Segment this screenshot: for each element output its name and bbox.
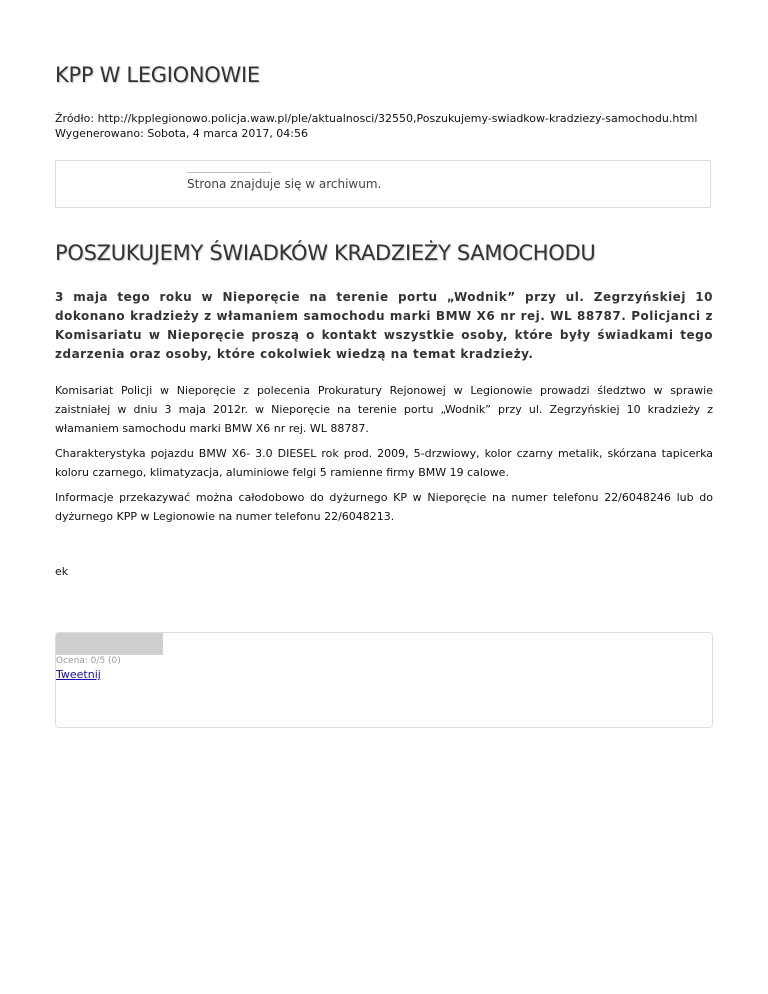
author-signature: ek xyxy=(55,565,69,578)
source-line: Źródło: http://kpplegionowo.policja.waw.pl/ple/aktualnosci/32550,Poszukujemy-swiadkow-kradziezy-samochodu.html xyxy=(55,112,698,125)
archive-divider xyxy=(187,172,271,173)
article-paragraph: Informacje przekazywać można całodobowo do dyżurnego KP w Nieporęcie na numer telefonu 22/6048246 lub do dyżurnego KPP w Legionowie na numer telefonu 22/6048213. xyxy=(55,491,713,523)
article-title: POSZUKUJEMY ŚWIADKÓW KRADZIEŻY SAMOCHODU xyxy=(55,241,596,265)
rating-text: Ocena: 0/5 (0) xyxy=(56,656,121,666)
article-paragraph: Komisariat Policji w Nieporęcie z polecenia Prokuratury Rejonowej w Legionowie prowadzi śledztwo w sprawie zaistniałej w dniu 3 maja 2012r. w Nieporęcie na terenie portu „Wodnik” przy ul. Zegrzyńskiej 10 kradzieży z włamaniem samochodu marki BMW X6 nr rej. WL 88787. xyxy=(55,384,713,435)
tweet-link[interactable]: Tweetnij xyxy=(56,668,101,681)
article-lead: 3 maja tego roku w Nieporęcie na terenie portu „Wodnik” przy ul. Zegrzyńskiej 10 dokonano kradzieży z włamaniem samochodu marki BMW X6 nr rej. WL 88787. Policjanci z Komisariatu w Nieporęcie proszą o kontakt wszystkie osoby, które były świadkami tego zdarzenia oraz osoby, które cokolwiek wiedzą na temat kradzieży. xyxy=(55,290,713,361)
archive-notice-text: Strona znajduje się w archiwum. xyxy=(187,177,382,191)
page-meta xyxy=(55,111,697,141)
rating-panel xyxy=(55,632,713,728)
generated-line: Wygenerowano: Sobota, 4 marca 2017, 04:56 xyxy=(55,127,309,140)
archive-notice xyxy=(55,160,711,208)
site-title: KPP W LEGIONOWIE xyxy=(55,63,260,87)
rating-stars[interactable] xyxy=(56,633,163,655)
article-paragraph: Charakterystyka pojazdu BMW X6- 3.0 DIESEL rok prod. 2009, 5-drzwiowy, kolor czarny metalik, skórzana tapicerka koloru czarnego, klimatyzacja, aluminiowe felgi 5 ramienne firmy BMW 19 calowe. xyxy=(55,447,713,479)
